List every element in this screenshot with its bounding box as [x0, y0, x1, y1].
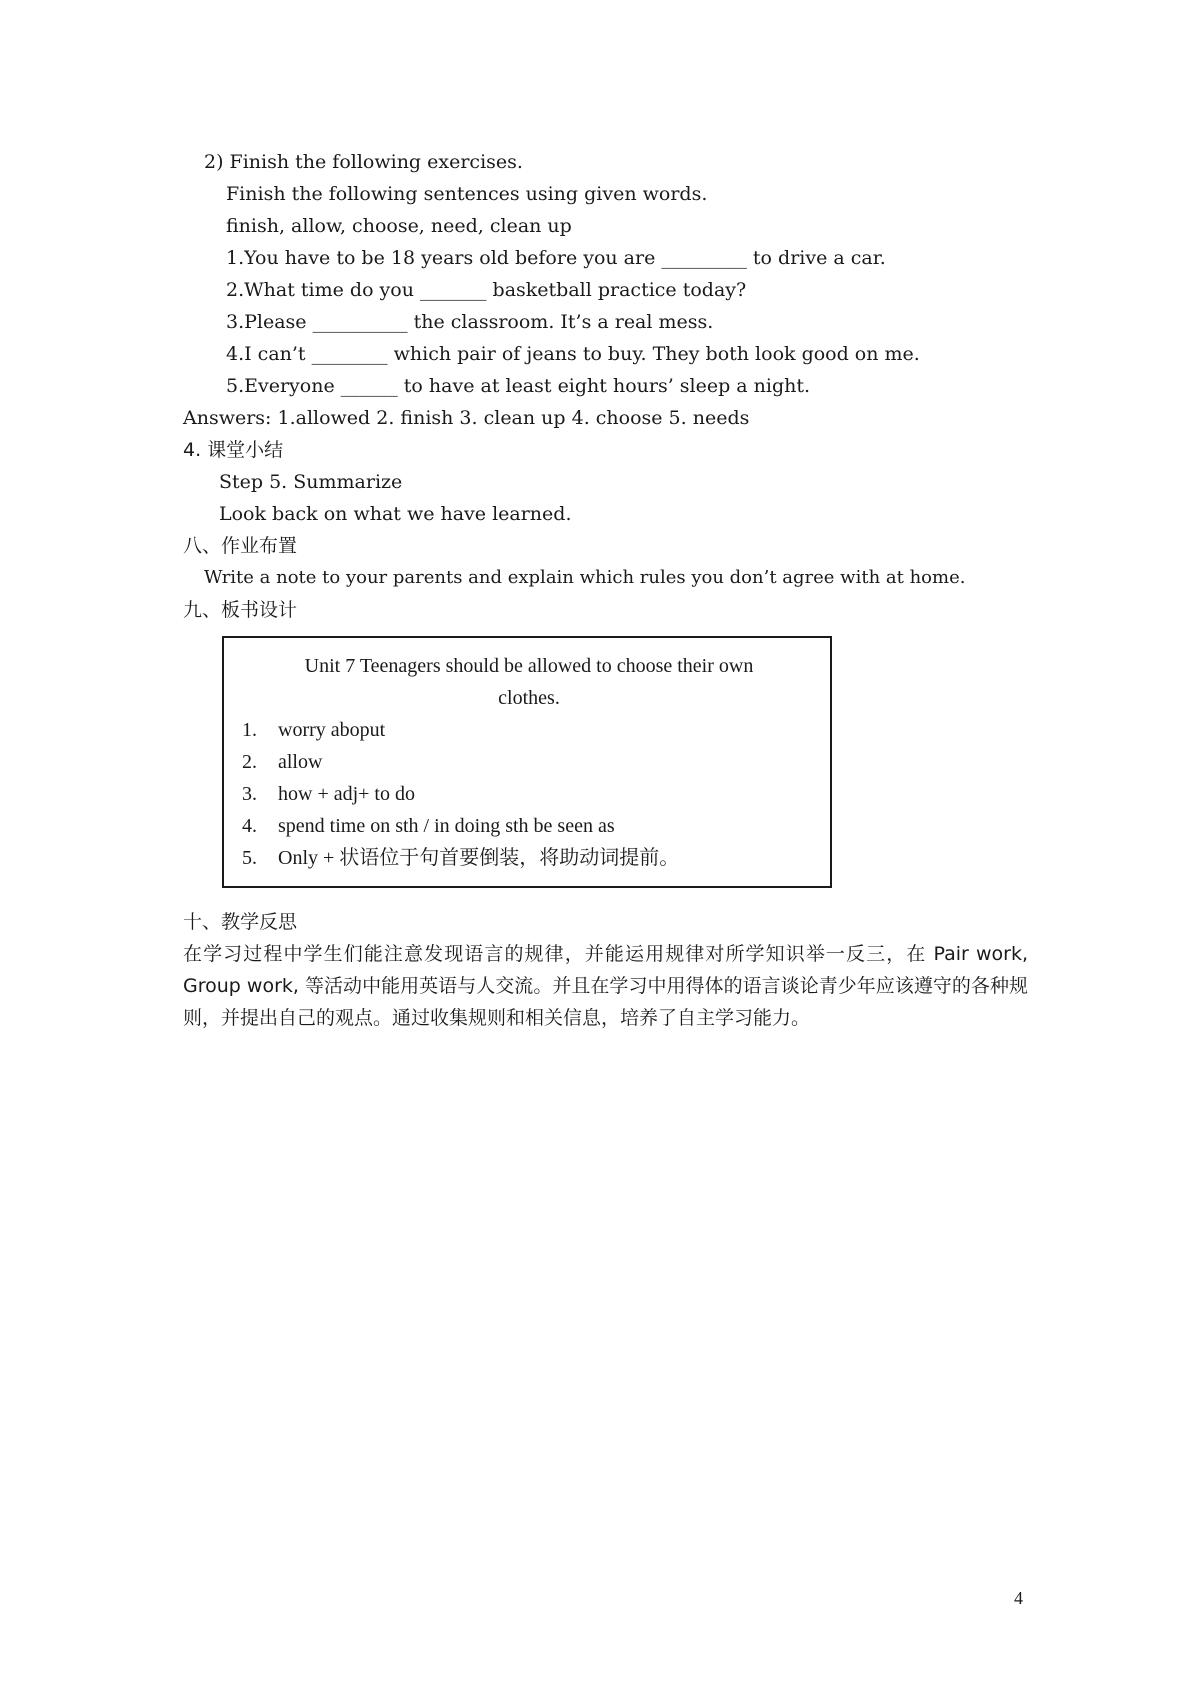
board-design-box — [222, 636, 832, 888]
exercises-heading: 2) Finish the following exercises. — [204, 151, 523, 173]
board-title-line2: clothes. — [498, 687, 560, 709]
homework-text: Write a note to your parents and explain which rules you don’t agree with at home. — [204, 567, 966, 588]
exercise-item-1: 1.You have to be 18 years old before you are _________ to drive a car. — [226, 247, 886, 269]
answers: Answers: 1.allowed 2. finish 3. clean up 4. choose 5. needs — [183, 407, 750, 429]
board-item-5 — [242, 844, 679, 872]
exercise-item-5: 5.Everyone ______ to have at least eight hours’ sleep a night. — [226, 375, 811, 397]
exercise-item-3: 3.Please __________ the classroom. It’s a real mess. — [226, 311, 714, 333]
board-item-text: how + adj+ to do — [278, 783, 415, 805]
board-item-text: spend time on sth / in doing sth be seen as — [278, 815, 615, 837]
board-item-number: 3. — [242, 783, 257, 805]
exercise-item-2: 2.What time do you _______ basketball practice today? — [226, 279, 747, 301]
board-item-2 — [242, 748, 322, 776]
reflection-heading: 十、教学反思 — [183, 911, 298, 933]
board-item-text: Only + 状语位于句首要倒装，将助动词提前。 — [278, 847, 680, 869]
word-list: finish, allow, choose, need, clean up — [226, 215, 572, 237]
page-number: 4 — [1014, 1588, 1023, 1608]
summary-heading: 4. 课堂小结 — [183, 439, 284, 461]
board-title-line1: Unit 7 Teenagers should be allowed to choose their own — [304, 655, 754, 677]
homework-heading: 八、作业布置 — [183, 535, 298, 557]
reflection-text: 在学习过程中学生们能注意发现语言的规律，并能运用规律对所学知识举一反三，在 Pair work, Group work, 等活动中能用英语与人交流。并且在学习中用得体的语言谈论青少年应该遵守的各种规则，并提出自己的观点。通过收集规则和相关信息，培养了自主学习能力。 — [183, 943, 1028, 1029]
board-heading: 九、板书设计 — [183, 599, 298, 621]
board-item-number: 2. — [242, 751, 257, 773]
board-item-number: 5. — [242, 847, 257, 869]
exercise-item-4: 4.I can’t ________ which pair of jeans to buy. They both look good on me. — [226, 343, 920, 365]
board-item-number: 1. — [242, 719, 257, 741]
board-item-number: 4. — [242, 815, 257, 837]
board-item-text: worry aboput — [278, 719, 386, 741]
board-item-text: allow — [278, 751, 323, 773]
board-item-3 — [242, 780, 415, 808]
exercises-instruction: Finish the following sentences using given words. — [226, 183, 708, 205]
board-item-4 — [242, 812, 615, 840]
board-item-1 — [242, 716, 385, 744]
summary-text: Look back on what we have learned. — [219, 503, 572, 525]
summary-step: Step 5. Summarize — [219, 471, 403, 493]
